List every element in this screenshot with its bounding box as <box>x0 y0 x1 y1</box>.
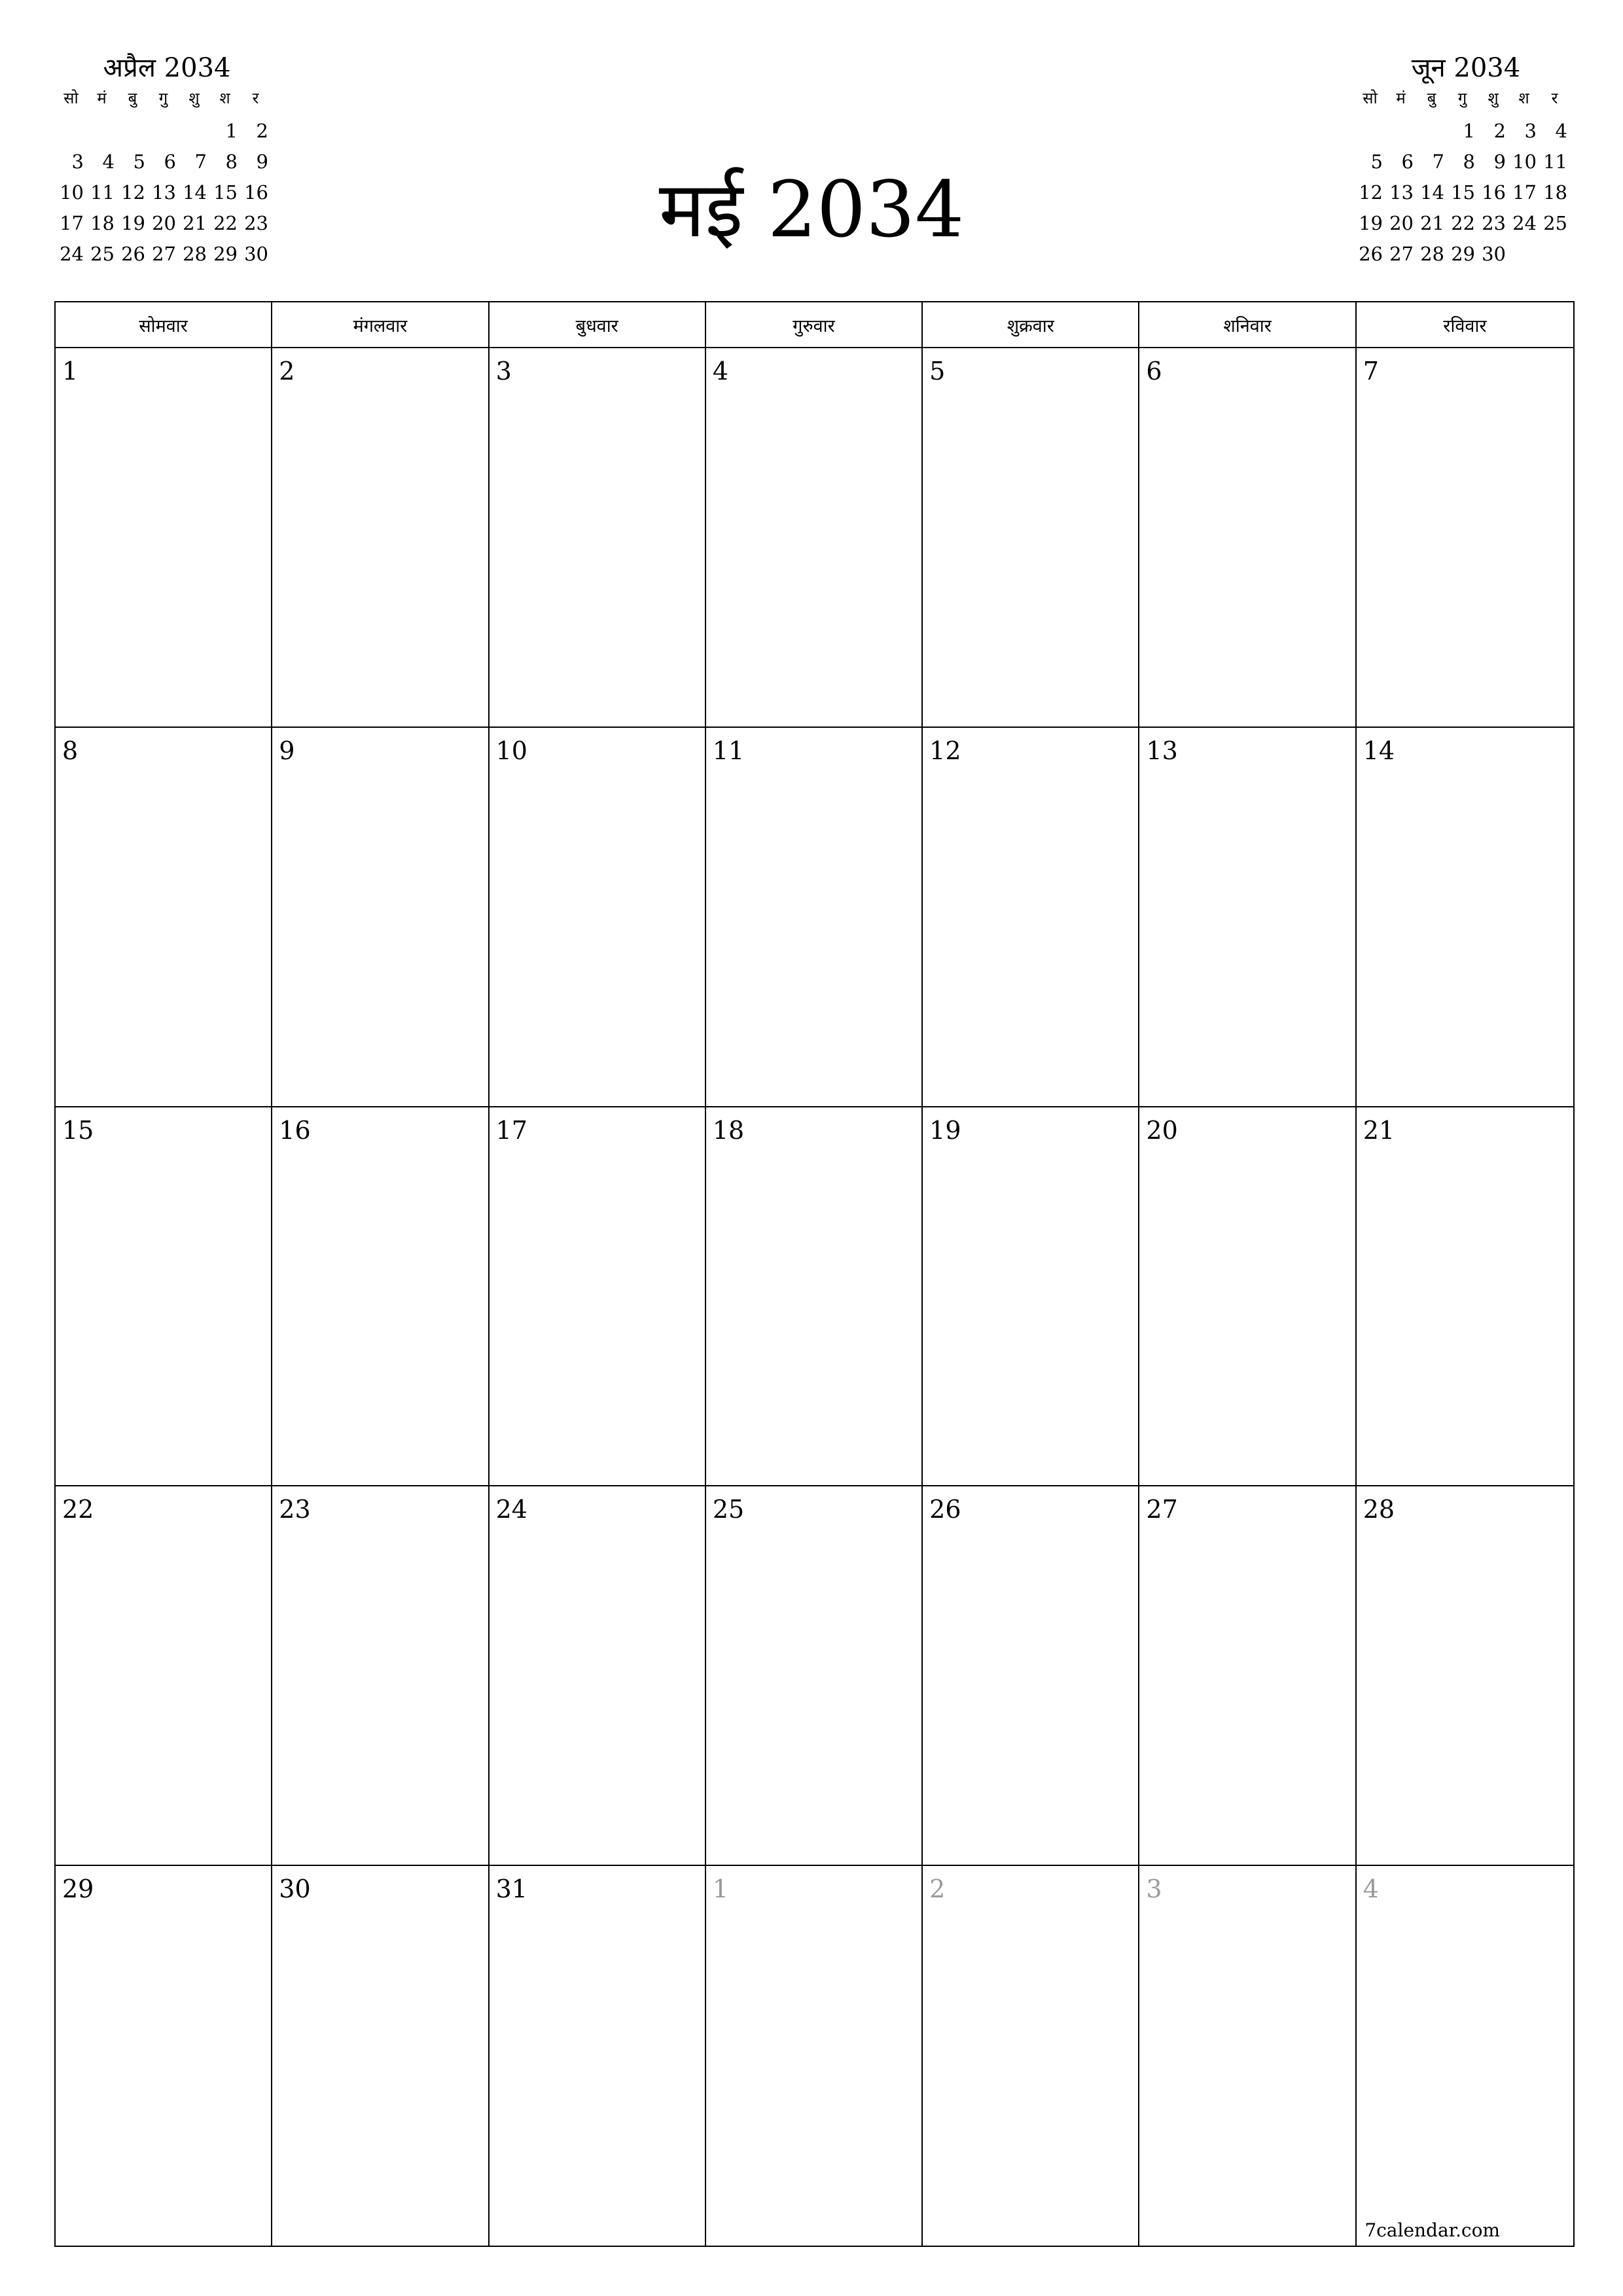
mini-weekday-label: शु <box>1488 89 1499 107</box>
mini-calendar-prev <box>56 52 278 270</box>
day-number: 5 <box>929 357 946 386</box>
day-cell <box>923 1107 1139 1487</box>
mini-weekday-label: र <box>252 89 259 107</box>
mini-day: 26 <box>1359 243 1383 265</box>
day-number: 1 <box>62 357 79 386</box>
mini-day: 23 <box>1482 212 1506 234</box>
day-number: 18 <box>712 1115 745 1145</box>
mini-day: 18 <box>90 212 115 234</box>
mini-weekday-label: बु <box>1427 89 1436 107</box>
weekday-header: सोमवार <box>56 302 272 348</box>
day-cell <box>1357 1107 1573 1487</box>
day-cell <box>272 728 489 1107</box>
mini-day: 27 <box>1389 243 1414 265</box>
mini-day: 8 <box>1463 151 1475 173</box>
mini-day: 8 <box>225 151 238 173</box>
mini-day: 14 <box>183 181 207 204</box>
mini-day: 25 <box>1543 212 1567 234</box>
day-number: 3 <box>495 357 512 386</box>
mini-day: 20 <box>1389 212 1414 234</box>
mini-day: 12 <box>1359 181 1383 204</box>
mini-day <box>1508 239 1539 270</box>
day-cell <box>56 1866 272 2246</box>
mini-day: 24 <box>1512 212 1537 234</box>
mini-day: 5 <box>133 151 145 173</box>
mini-day: 1 <box>225 120 238 142</box>
day-cell <box>706 728 923 1107</box>
day-cell <box>56 1486 272 1866</box>
mini-day: 13 <box>1389 181 1414 204</box>
day-number: 16 <box>279 1115 311 1145</box>
mini-calendar-prev-title: अप्रैल 2034 <box>103 53 231 83</box>
day-cell <box>706 1866 923 2246</box>
mini-day: 1 <box>1463 120 1475 142</box>
mini-day: 2 <box>256 120 268 142</box>
mini-day: 19 <box>1359 212 1383 234</box>
day-cell <box>1139 348 1356 728</box>
day-number: 12 <box>929 736 961 765</box>
day-number: 4 <box>712 357 729 386</box>
mini-day: 23 <box>244 212 268 234</box>
day-number: 28 <box>1363 1495 1395 1524</box>
mini-day: 21 <box>1420 212 1444 234</box>
day-number: 11 <box>712 736 745 765</box>
day-number: 26 <box>929 1495 961 1524</box>
mini-day <box>117 116 148 147</box>
mini-day: 15 <box>1451 181 1475 204</box>
watermark: 7calendar.com <box>1364 2219 1500 2241</box>
day-number: 21 <box>1363 1115 1395 1145</box>
mini-day: 12 <box>121 181 145 204</box>
day-cell <box>272 1486 489 1866</box>
mini-day <box>1539 239 1570 270</box>
mini-day: 11 <box>1543 151 1567 173</box>
mini-day: 30 <box>244 243 268 265</box>
mini-day: 2 <box>1493 120 1506 142</box>
day-cell <box>490 1866 706 2246</box>
day-cell <box>923 1866 1139 2246</box>
day-number: 25 <box>712 1495 745 1524</box>
day-cell <box>56 348 272 728</box>
day-cell <box>706 1486 923 1866</box>
day-cell <box>56 728 272 1107</box>
mini-calendar-next-grid <box>1355 85 1577 270</box>
day-cell <box>272 1866 489 2246</box>
day-cell <box>56 1107 272 1487</box>
day-number: 23 <box>279 1495 311 1524</box>
weekday-header: मंगलवार <box>272 302 489 348</box>
day-cell <box>490 348 706 728</box>
mini-weekday-label: सो <box>63 89 79 107</box>
mini-weekday-label: श <box>219 89 230 107</box>
mini-day: 7 <box>1432 151 1444 173</box>
mini-weekday-label: गु <box>1457 89 1467 107</box>
mini-day: 26 <box>121 243 145 265</box>
mini-day: 22 <box>213 212 238 234</box>
mini-day: 3 <box>71 151 84 173</box>
mini-day: 20 <box>152 212 176 234</box>
day-number: 8 <box>62 736 79 765</box>
day-cell <box>490 1486 706 1866</box>
day-number: 27 <box>1146 1495 1178 1524</box>
mini-day: 24 <box>60 243 84 265</box>
mini-day: 6 <box>164 151 176 173</box>
mini-day: 11 <box>90 181 115 204</box>
mini-day: 18 <box>1543 181 1567 204</box>
mini-day <box>179 116 209 147</box>
mini-weekday-label: र <box>1551 89 1558 107</box>
day-number: 6 <box>1146 357 1162 386</box>
mini-weekday-label: शु <box>188 89 200 107</box>
mini-weekday-label: सो <box>1363 89 1378 107</box>
weekday-header: शनिवार <box>1139 302 1356 348</box>
day-number: 19 <box>929 1115 961 1145</box>
day-number: 4 <box>1363 1874 1379 1904</box>
day-cell <box>923 348 1139 728</box>
day-cell <box>1357 1486 1573 1866</box>
mini-weekday-label: गु <box>158 89 168 107</box>
day-number: 14 <box>1363 736 1395 765</box>
mini-day <box>148 116 179 147</box>
mini-day: 7 <box>194 151 207 173</box>
day-cell <box>706 348 923 728</box>
mini-weekday-label: श <box>1518 89 1529 107</box>
page-title: मई 2034 <box>658 164 965 255</box>
mini-day: 10 <box>1512 151 1537 173</box>
day-number: 7 <box>1363 357 1379 386</box>
mini-day: 17 <box>60 212 84 234</box>
mini-day: 5 <box>1370 151 1383 173</box>
day-number: 24 <box>495 1495 527 1524</box>
day-number: 13 <box>1146 736 1178 765</box>
day-number: 15 <box>62 1115 94 1145</box>
mini-day: 10 <box>60 181 84 204</box>
day-cell <box>490 728 706 1107</box>
mini-day: 19 <box>121 212 145 234</box>
day-number: 1 <box>712 1874 729 1904</box>
mini-day: 16 <box>244 181 268 204</box>
day-cell <box>1139 1866 1356 2246</box>
mini-day: 25 <box>90 243 115 265</box>
day-number: 2 <box>279 357 295 386</box>
mini-calendar-next-title: जून 2034 <box>1411 53 1521 83</box>
day-number: 2 <box>929 1874 946 1904</box>
mini-calendar-next <box>1355 52 1577 270</box>
mini-day: 15 <box>213 181 238 204</box>
day-cell <box>1357 1866 1573 2246</box>
day-number: 31 <box>495 1874 527 1904</box>
day-cell <box>1357 348 1573 728</box>
day-cell <box>923 1486 1139 1866</box>
mini-calendar-prev-grid <box>56 85 278 270</box>
day-cell <box>1139 728 1356 1107</box>
mini-day <box>1355 116 1385 147</box>
mini-day: 30 <box>1482 243 1506 265</box>
mini-day: 9 <box>256 151 268 173</box>
mini-day <box>56 116 86 147</box>
day-cell <box>1139 1486 1356 1866</box>
mini-day: 21 <box>183 212 207 234</box>
day-cell <box>923 728 1139 1107</box>
day-cell <box>272 348 489 728</box>
day-number: 3 <box>1146 1874 1162 1904</box>
mini-day: 6 <box>1401 151 1414 173</box>
day-number: 30 <box>279 1874 311 1904</box>
mini-day <box>1385 116 1416 147</box>
day-number: 20 <box>1146 1115 1178 1145</box>
day-cell <box>706 1107 923 1487</box>
mini-day: 14 <box>1420 181 1444 204</box>
day-cell <box>272 1107 489 1487</box>
mini-day: 13 <box>152 181 176 204</box>
mini-day: 28 <box>183 243 207 265</box>
weekday-header: गुरुवार <box>706 302 923 348</box>
mini-day: 29 <box>1451 243 1475 265</box>
mini-day <box>86 116 117 147</box>
day-number: 10 <box>495 736 527 765</box>
weekday-header: शुक्रवार <box>923 302 1139 348</box>
mini-day <box>1416 116 1447 147</box>
mini-day: 4 <box>102 151 115 173</box>
mini-day: 3 <box>1524 120 1537 142</box>
day-number: 29 <box>62 1874 94 1904</box>
mini-day: 27 <box>152 243 176 265</box>
mini-day: 28 <box>1420 243 1444 265</box>
day-number: 17 <box>495 1115 527 1145</box>
mini-day: 22 <box>1451 212 1475 234</box>
weekday-header: बुधवार <box>490 302 706 348</box>
mini-day: 9 <box>1493 151 1506 173</box>
mini-day: 16 <box>1482 181 1506 204</box>
day-cell <box>1139 1107 1356 1487</box>
weekday-header: रविवार <box>1357 302 1573 348</box>
mini-weekday-label: मं <box>1396 89 1406 107</box>
day-number: 22 <box>62 1495 94 1524</box>
mini-day: 17 <box>1512 181 1537 204</box>
month-grid <box>54 301 1575 2247</box>
day-cell <box>1357 728 1573 1107</box>
mini-weekday-label: बु <box>128 89 137 107</box>
mini-day: 29 <box>213 243 238 265</box>
mini-weekday-label: मं <box>97 89 107 107</box>
day-number: 9 <box>279 736 295 765</box>
mini-day: 4 <box>1555 120 1567 142</box>
day-cell <box>490 1107 706 1487</box>
